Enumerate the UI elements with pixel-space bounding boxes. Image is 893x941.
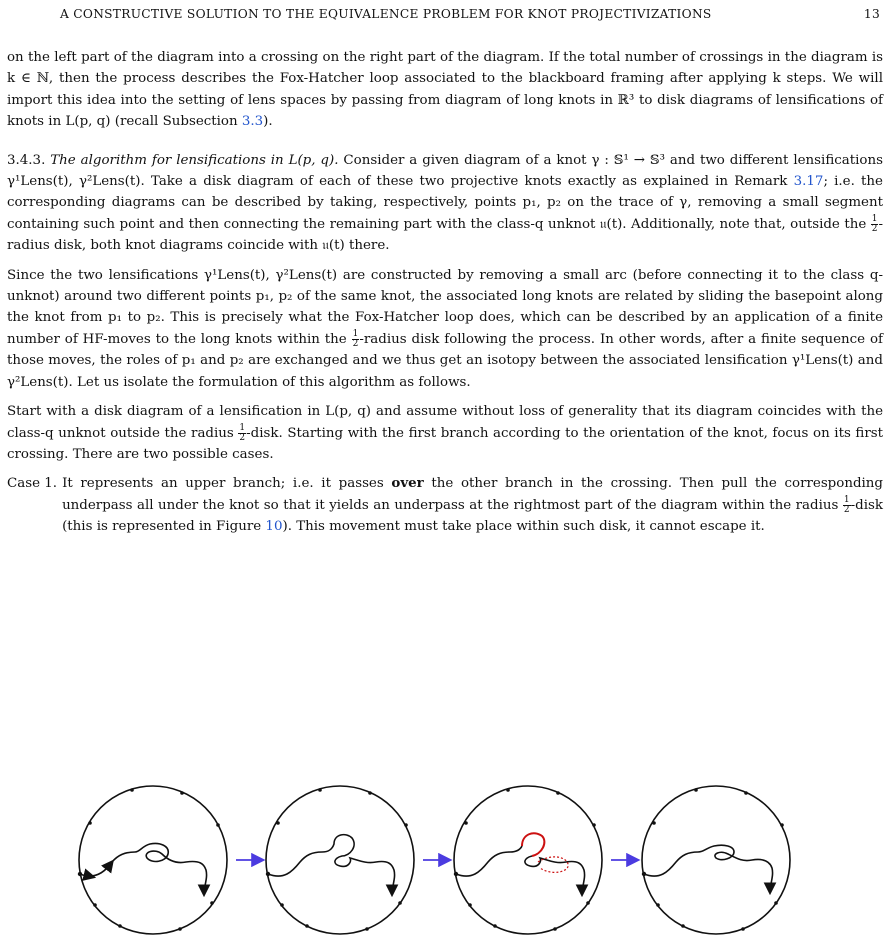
paragraph-3 [7,265,883,393]
fraction-half: $\frac{1}{2}$ [843,494,850,515]
knot-panel-1 [78,786,227,934]
knot-panel-3 [454,786,602,934]
figure-knot-diagrams [0,770,893,941]
running-title: A CONSTRUCTIVE SOLUTION TO THE EQUIVALENCE PROBLEM FOR KNOT PROJECTIVIZATIONS [60,7,712,21]
paragraph-2 [7,150,883,257]
page-number: 13 [863,7,880,21]
case-body [62,473,883,537]
paragraph-4-text-a: Start with a disk diagram of a lensification in L(p, q) and assume without loss of generality that its diagram coincides with the class-q unknot outside the radius [7,404,883,441]
paragraph-4-text-b: -disk. Starting with the first branch according to the orientation of the knot, focus on its first crossing. There are two possible cases. [7,425,884,462]
case-text-a: It represents an upper branch; i.e. it passes [62,476,392,492]
paragraph-3-text-a: Since the two lensifications γ¹Lens(t), γ²Lens(t) are constructed by removing a small arc (before connecting it to the class q-unknot) around two different points p₁, p₂ of the same knot, the associated long knots are related by sliding the basepoint along the knot from p₁ to p₂. This is precisely what the Fox-Hatcher loop does, which can be described by an application of a finite number of HF-moves to the long knots within the [7,267,883,347]
case-text-c: -disk (this is represented in Figure [62,497,883,535]
disk-boundary [642,786,790,934]
paragraph-1-text: on the left part of the diagram into a crossing on the right part of the diagram. If the total number of crossings in the diagram is k ∈ ℕ, then the process describes the Fox-Hatcher loop associated to the blackboard framing after applying k steps. We will import this idea into the setting of lens spaces by passing from diagram of long knots in ℝ³ to disk diagrams of lensifications of knots in L(p, q) (recall Subsection [7,50,883,130]
figure-link[interactable]: 10 [265,519,283,535]
fraction-half: $\frac{1}{2}$ [239,422,246,443]
case-1 [7,473,883,537]
paragraph-1-end: ). [263,114,273,130]
case-bold-word: over [391,475,424,492]
knot-panel-2 [266,786,414,934]
case-label: Case 1. [7,476,58,492]
fraction-half: $\frac{1}{2}$ [871,213,878,234]
section-title: The algorithm for lensifications in L(p, q). [50,152,339,168]
fraction-half: $\frac{1}{2}$ [352,328,359,349]
disk-boundary [266,786,414,934]
section-heading [7,153,338,168]
paragraph-2-text-a: Consider a given diagram of a knot γ : 𝕊¹ → 𝕊³ and two different lensifications γ¹Lens(t), γ²Lens(t). Take a disk diagram of each of these two projective knots exactly as explained in Remark [7,152,883,190]
section-number: 3.4.3. [7,152,46,168]
paragraph-2-text-c: -radius disk, both knot diagrams coincide with 𝔲(t) there. [7,216,883,254]
body-text [7,47,883,538]
disk-boundary [454,786,602,934]
boundary-dots [266,788,408,931]
subsection-link[interactable]: 3.3 [241,114,264,130]
figure-svg [0,770,893,941]
knot-panel-4 [642,786,790,934]
paragraph-4 [7,401,883,465]
remark-link[interactable]: 3.17 [793,174,824,190]
case-text-b: the other branch in the crossing. Then pull the corresponding underpass all under the knot so that it yields an underpass at the rightmost part of the diagram within the radius [62,476,883,513]
paragraph-2-text-b: ; i.e. the corresponding diagrams can be described by taking, respectively, points p₁, p₂ on the trace of γ, removing a small segment containing such point and then connecting the remaining part with the class-q unknot 𝔲(t). Additionally, note that, outside the [7,174,883,232]
disk-boundary [79,786,227,934]
paragraph-1 [7,47,883,133]
paragraph-3-text-b: -radius disk following the process. In other words, after a finite sequence of those moves, the roles of p₁ and p₂ are exchanged and we thus get an isotopy between the associated lensification γ¹Lens(t) and γ²Lens(t). Let us isolate the formulation of this algorithm as follows. [7,331,884,390]
case-text-d: ). This movement must take place within such disk, it cannot escape it. [282,519,765,535]
